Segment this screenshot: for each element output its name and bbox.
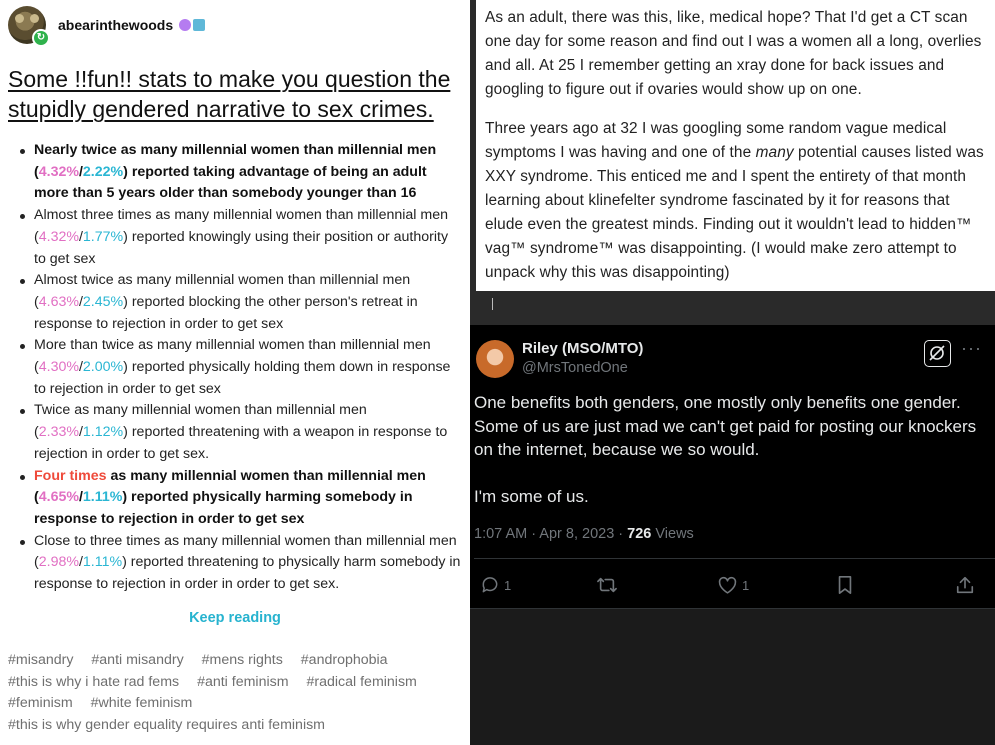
share-icon [955, 575, 975, 595]
background-filler [470, 609, 995, 745]
tweet-meta [474, 526, 694, 542]
share-button[interactable] [955, 570, 975, 600]
text-run: potential causes listed was XXY syndrome. This enticed me and I spent the entirety of that month learning about klinefelter syndrome fascinated by it for reasons that elude even the greatest minds. Finding out it wouldn't lead to hidden™ vag™ syndrome™ was disappointing. (I would make zero attempt to unpack why this was disappointing) [485, 144, 984, 281]
text-card-paragraph [485, 117, 987, 285]
avatar[interactable] [476, 340, 514, 378]
bear-ear-icon [30, 14, 39, 23]
stat-separator: / [78, 228, 83, 245]
stat-women-value: 4.65% [38, 489, 79, 506]
emphasis-text: many [755, 144, 794, 161]
bookmark-icon [836, 575, 854, 595]
tag-link[interactable]: #anti feminism [197, 673, 289, 690]
bookmark-button[interactable] [836, 570, 854, 600]
keep-reading-link[interactable]: Keep reading [189, 610, 281, 626]
retweet-icon [596, 575, 618, 595]
stat-separator: / [78, 359, 83, 376]
like-button[interactable] [717, 570, 749, 600]
stat-text: Almost three times as many millennial women than millennial men ( [34, 207, 448, 245]
stat-men-value: 1.77% [82, 228, 124, 245]
tweet-author-name[interactable]: Riley (MSO/MTO) [522, 340, 644, 357]
tag-link[interactable]: #feminism [8, 695, 73, 711]
tweet [470, 325, 995, 745]
reply-icon [480, 575, 500, 595]
stat-women-value: 4.63% [38, 293, 79, 310]
stat-text: Almost twice as many millennial women than millennial men ( [34, 272, 411, 310]
stat-text: ) reported threatening with a weapon in response to rejection in order to get sex. [34, 424, 448, 462]
heart-icon [717, 575, 738, 595]
text-run: Three years ago at 32 I was googling some random vague medical symptoms I was having and one of the [485, 120, 947, 161]
tweet-body [474, 391, 989, 532]
stat-women-value: 4.32% [38, 228, 79, 245]
stat-women-value: 4.30% [38, 359, 79, 376]
tag-link[interactable]: #this is why i hate rad fems [8, 673, 180, 690]
tag-link[interactable]: #radical feminism [306, 673, 417, 690]
stat-text: ) reported physically holding them down in response to rejection in order to get sex [34, 359, 451, 397]
views-label: Views [651, 526, 694, 542]
tweet-actions [470, 570, 995, 600]
stat-list-item [18, 335, 463, 400]
tag-link[interactable]: #anti misandry [91, 652, 184, 668]
post-header [8, 5, 205, 45]
stat-list-item [18, 466, 463, 531]
stat-separator: / [78, 554, 83, 571]
stat-men-value: 2.45% [82, 293, 124, 310]
tweet-paragraph: I'm some of us. [474, 487, 589, 506]
blog-badges [179, 19, 205, 31]
stats-list [18, 140, 463, 596]
stat-women-value: 4.32% [38, 163, 79, 180]
stat-text: More than twice as many millennial women than millennial men ( [34, 337, 431, 376]
more-options-icon[interactable]: ··· [961, 338, 982, 358]
stat-lead-text: Four times [34, 467, 107, 484]
stat-separator: / [78, 489, 83, 506]
tweet-timestamp[interactable]: 1:07 AM · Apr 8, 2023 · [474, 526, 628, 542]
stat-text: Twice as many millennial women than millennial men ( [34, 402, 367, 441]
bear-ear-icon [15, 14, 24, 23]
stat-text: ) reported threatening to physically harm somebody in response to rejection in order in order to get sex. [34, 554, 461, 593]
stat-text: as many millennial women than millennial men ( [34, 467, 426, 506]
stat-text: ) reported taking advantage of being an adult more than 5 years older than somebody younger than 16 [34, 163, 427, 202]
follow-badge-icon[interactable]: ↻ [32, 29, 50, 47]
stat-women-value: 2.98% [38, 554, 79, 571]
stat-text: ) reported knowingly using their position or authority to get sex [34, 228, 449, 267]
retweet-button[interactable] [596, 570, 618, 600]
text-card [476, 0, 995, 291]
stat-list-item [18, 531, 463, 596]
stat-list-item [18, 400, 463, 465]
stat-text: Close to three times as many millennial women than millennial men ( [34, 532, 457, 571]
divider [492, 298, 493, 310]
tag-link[interactable]: #mens rights [201, 652, 283, 668]
stat-men-value: 2.00% [82, 359, 124, 376]
stat-text: ) reported blocking the other person's retreat in response to rejection in order to get sex [34, 293, 418, 332]
stat-text: Nearly twice as many millennial women than millennial men ( [34, 142, 437, 180]
views-count: 726 [627, 526, 652, 542]
tweet-paragraph: One benefits both genders, one mostly only benefits one gender. Some of us are just mad we can't get paid for posting our knockers on the internet, because we so would. [474, 393, 977, 459]
tweet-author-handle[interactable]: @MrsTonedOne [522, 360, 628, 376]
stat-list-item [18, 270, 463, 335]
tumblr-post [0, 0, 470, 745]
badge-icon [179, 19, 191, 31]
reply-button[interactable] [480, 570, 511, 600]
stat-separator: / [78, 163, 83, 180]
reply-count: 1 [504, 577, 512, 593]
stat-women-value: 2.33% [38, 424, 79, 441]
tag-link[interactable]: #this is why gender equality requires anti feminism [8, 716, 326, 733]
avatar[interactable] [8, 6, 46, 44]
text-card-paragraph: As an adult, there was this, like, medical hope? That I'd get a CT scan one day for some reason and find out I was a women all a long, overlies and all. At 25 I remember getting an xray done for back issues and googling to figure out if ovaries would show up on one. [485, 9, 982, 98]
tag-list [8, 650, 463, 736]
stat-men-value: 1.11% [82, 554, 123, 571]
stat-list-item [18, 140, 463, 205]
badge-icon [193, 19, 205, 31]
stat-separator: / [78, 424, 83, 441]
stat-men-value: 1.11% [82, 489, 123, 506]
blog-name[interactable]: abearinthewoods [58, 17, 174, 33]
grok-glyph [925, 341, 949, 365]
stat-text: ) reported physically harming somebody in response to rejection in order to get sex [34, 489, 413, 527]
tag-link[interactable]: #misandry [8, 652, 74, 668]
post-title: Some !!fun!! stats to make you question the stupidly gendered narrative to sex crimes. [8, 66, 451, 122]
tag-link[interactable]: #white feminism [90, 695, 193, 711]
tag-link[interactable]: #androphobia [300, 652, 388, 668]
like-count: 1 [742, 577, 750, 593]
divider [474, 558, 995, 559]
stat-separator: / [78, 293, 83, 310]
stat-men-value: 2.22% [82, 163, 124, 180]
stat-men-value: 1.12% [82, 424, 124, 441]
stat-list-item [18, 205, 463, 270]
grok-icon[interactable] [924, 340, 951, 367]
